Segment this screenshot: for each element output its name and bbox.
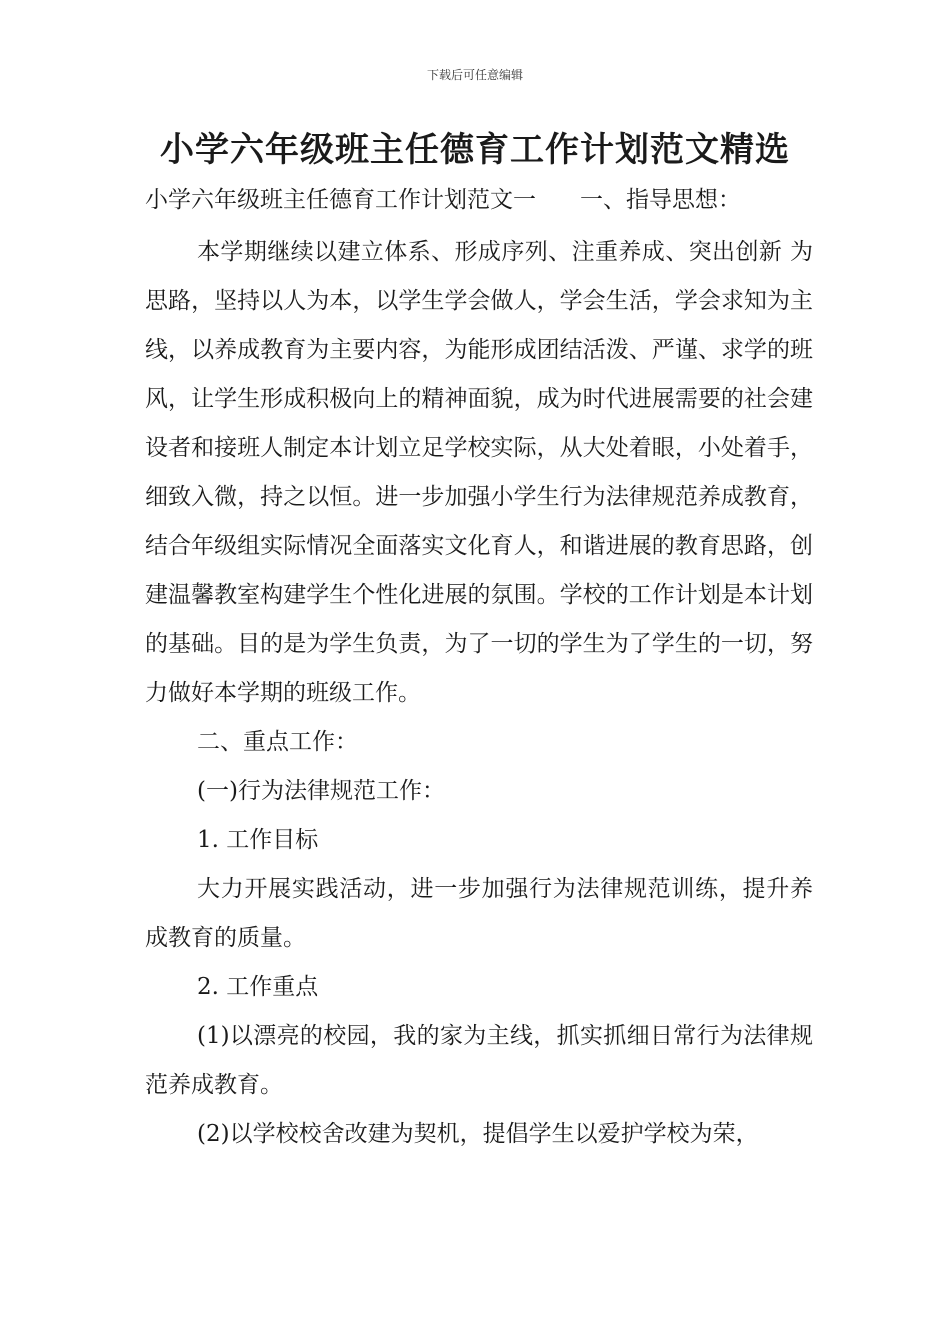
header-note: 下载后可任意编辑 [426,68,523,82]
document-title: 小学六年级班主任德育工作计划范文精选 [160,130,790,170]
subtitle-line [145,183,815,217]
heading-key-work: 二、重点工作： [197,729,358,755]
heading-work-goal: 1. 工作目标 [197,827,319,853]
subtitle-right: 一、指导思想： [580,187,741,213]
paragraph-focus-2: (2)以学校校舍改建为契机，提倡学生以爱护学校为荣， [197,1121,759,1147]
document-body [145,228,813,1159]
paragraph-focus-1: (1)以漂亮的校园，我的家为主线，抓实抓细日常行为法律规范养成教育。 [145,1023,813,1098]
paragraph-work-goal: 大力开展实践活动，进一步加强行为法律规范训练，提升养成教育的质量。 [145,876,813,951]
heading-behavior-norms: (一)行为法律规范工作： [197,778,445,804]
subtitle-left: 小学六年级班主任德育工作计划范文一 [145,187,536,213]
paragraph-guiding-idea: 本学期继续以建立体系、形成序列、注重养成、突出创新 为思路，坚持以人为本，以学生学会做人，学会生活，学会求知为主线，以养成教育为主要内容，为能形成团结活泼、严谨、求学的班风，让学生形成积极向上的精神面貌，成为时代进展需要的社会建设者和接班人制定本计划立足学校实际，从大处着眼，小处着手，细致入微，持之以恒。进一步加强小学生行为法律规范养成教育，结合年级组实际情况全面落实文化育人，和谐进展的教育思路，创建温馨教室构建学生个性化进展的氛围。学校的工作计划是本计划的基础。目的是为学生负责，为了一切的学生为了学生的一切，努力做好本学期的班级工作。 [145,239,813,706]
heading-work-focus: 2. 工作重点 [197,974,319,1000]
